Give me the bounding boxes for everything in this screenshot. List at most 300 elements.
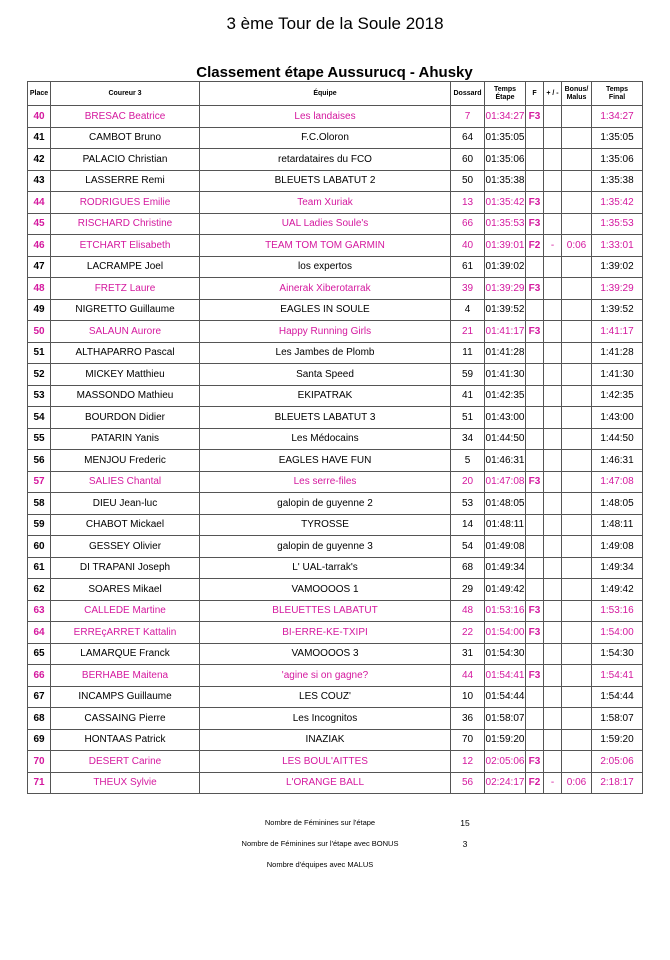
row-dossard: 14 xyxy=(451,514,485,536)
row-place: 45 xyxy=(28,213,51,235)
row-plus-minus xyxy=(544,149,562,171)
row-equipe: LES BOUL'AITTES xyxy=(200,751,451,773)
summary-table xyxy=(200,812,490,875)
row-temps-final: 1:33:01 xyxy=(592,235,643,257)
row-plus-minus xyxy=(544,708,562,730)
row-temps-final: 2:05:06 xyxy=(592,751,643,773)
row-plus-minus xyxy=(544,514,562,536)
row-place: 70 xyxy=(28,751,51,773)
row-dossard: 39 xyxy=(451,278,485,300)
table-row xyxy=(28,536,643,558)
row-plus-minus xyxy=(544,751,562,773)
row-coureur: DI TRAPANI Joseph xyxy=(51,557,200,579)
row-plus-minus xyxy=(544,471,562,493)
row-temps-final: 1:54:00 xyxy=(592,622,643,644)
row-equipe: Les Incognitos xyxy=(200,708,451,730)
row-temps-final: 1:53:16 xyxy=(592,600,643,622)
row-plus-minus xyxy=(544,557,562,579)
row-dossard: 34 xyxy=(451,428,485,450)
row-temps-final: 1:35:05 xyxy=(592,127,643,149)
results-table xyxy=(27,81,643,794)
row-equipe: VAMOOOOS 3 xyxy=(200,643,451,665)
row-temps-etape: 01:59:20 xyxy=(485,729,526,751)
row-place: 54 xyxy=(28,407,51,429)
row-temps-final: 1:49:08 xyxy=(592,536,643,558)
row-temps-etape: 01:49:08 xyxy=(485,536,526,558)
row-place: 60 xyxy=(28,536,51,558)
row-dossard: 51 xyxy=(451,407,485,429)
row-dossard: 68 xyxy=(451,557,485,579)
row-plus-minus xyxy=(544,407,562,429)
row-f xyxy=(526,708,544,730)
table-row xyxy=(28,364,643,386)
row-place: 68 xyxy=(28,708,51,730)
row-plus-minus xyxy=(544,665,562,687)
row-equipe: TYROSSE xyxy=(200,514,451,536)
row-temps-etape: 01:54:44 xyxy=(485,686,526,708)
header-bonus-malus: Bonus/ Malus xyxy=(562,82,592,106)
row-bonus-malus xyxy=(562,299,592,321)
row-equipe: Team Xuriak xyxy=(200,192,451,214)
row-bonus-malus xyxy=(562,278,592,300)
row-temps-etape: 01:34:27 xyxy=(485,106,526,128)
summary-value: 15 xyxy=(460,817,470,828)
row-equipe: Les Jambes de Plomb xyxy=(200,342,451,364)
row-bonus-malus: 0:06 xyxy=(562,235,592,257)
row-plus-minus: - xyxy=(544,235,562,257)
row-place: 43 xyxy=(28,170,51,192)
row-coureur: NIGRETTO Guillaume xyxy=(51,299,200,321)
row-plus-minus xyxy=(544,686,562,708)
summary-row xyxy=(200,812,490,833)
row-bonus-malus xyxy=(562,622,592,644)
row-coureur: LAMARQUE Franck xyxy=(51,643,200,665)
row-dossard: 20 xyxy=(451,471,485,493)
row-dossard: 60 xyxy=(451,149,485,171)
row-place: 48 xyxy=(28,278,51,300)
row-coureur: ETCHART Elisabeth xyxy=(51,235,200,257)
row-plus-minus xyxy=(544,321,562,343)
table-row xyxy=(28,235,643,257)
row-coureur: BERHABE Maitena xyxy=(51,665,200,687)
table-row xyxy=(28,278,643,300)
row-f xyxy=(526,342,544,364)
row-place: 67 xyxy=(28,686,51,708)
row-f: F3 xyxy=(526,192,544,214)
row-bonus-malus xyxy=(562,342,592,364)
summary-row xyxy=(200,833,490,854)
row-coureur: SALIES Chantal xyxy=(51,471,200,493)
row-coureur: RODRIGUES Emilie xyxy=(51,192,200,214)
row-plus-minus: - xyxy=(544,772,562,794)
row-temps-final: 1:35:53 xyxy=(592,213,643,235)
row-equipe: EAGLES HAVE FUN xyxy=(200,450,451,472)
row-temps-etape: 01:46:31 xyxy=(485,450,526,472)
row-equipe: Ainerak Xiberotarrak xyxy=(200,278,451,300)
row-place: 71 xyxy=(28,772,51,794)
row-dossard: 44 xyxy=(451,665,485,687)
row-place: 41 xyxy=(28,127,51,149)
row-equipe: L' UAL-tarrak's xyxy=(200,557,451,579)
row-temps-etape: 01:54:41 xyxy=(485,665,526,687)
row-equipe: galopin de guyenne 2 xyxy=(200,493,451,515)
row-bonus-malus xyxy=(562,149,592,171)
row-coureur: ERREçARRET Kattalin xyxy=(51,622,200,644)
row-f xyxy=(526,170,544,192)
row-bonus-malus xyxy=(562,708,592,730)
table-row xyxy=(28,493,643,515)
table-row xyxy=(28,514,643,536)
summary-label: Nombre d'équipes avec MALUS xyxy=(266,860,374,869)
row-plus-minus xyxy=(544,450,562,472)
row-f: F2 xyxy=(526,772,544,794)
row-temps-etape: 01:39:29 xyxy=(485,278,526,300)
row-f xyxy=(526,299,544,321)
table-row xyxy=(28,450,643,472)
row-dossard: 12 xyxy=(451,751,485,773)
row-plus-minus xyxy=(544,729,562,751)
row-place: 66 xyxy=(28,665,51,687)
row-plus-minus xyxy=(544,213,562,235)
row-plus-minus xyxy=(544,170,562,192)
table-row xyxy=(28,557,643,579)
table-row xyxy=(28,428,643,450)
row-f xyxy=(526,364,544,386)
row-place: 40 xyxy=(28,106,51,128)
table-row xyxy=(28,385,643,407)
row-f: F3 xyxy=(526,213,544,235)
table-row xyxy=(28,665,643,687)
row-temps-etape: 01:44:50 xyxy=(485,428,526,450)
row-coureur: INCAMPS Guillaume xyxy=(51,686,200,708)
header-dossard: Dossard xyxy=(451,82,485,106)
row-temps-final: 1:54:30 xyxy=(592,643,643,665)
row-temps-etape: 01:54:00 xyxy=(485,622,526,644)
row-plus-minus xyxy=(544,428,562,450)
row-place: 42 xyxy=(28,149,51,171)
row-coureur: PALACIO Christian xyxy=(51,149,200,171)
row-equipe: Les landaises xyxy=(200,106,451,128)
row-coureur: SALAUN Aurore xyxy=(51,321,200,343)
row-coureur: MASSONDO Mathieu xyxy=(51,385,200,407)
table-row xyxy=(28,149,643,171)
row-equipe: EKIPATRAK xyxy=(200,385,451,407)
row-place: 55 xyxy=(28,428,51,450)
header-temps-etape: Temps Étape xyxy=(485,82,526,106)
row-temps-final: 1:35:42 xyxy=(592,192,643,214)
row-plus-minus xyxy=(544,622,562,644)
row-temps-final: 1:35:38 xyxy=(592,170,643,192)
row-plus-minus xyxy=(544,127,562,149)
row-f xyxy=(526,127,544,149)
row-dossard: 48 xyxy=(451,600,485,622)
row-place: 47 xyxy=(28,256,51,278)
row-temps-final: 1:47:08 xyxy=(592,471,643,493)
row-temps-final: 1:41:17 xyxy=(592,321,643,343)
row-f xyxy=(526,643,544,665)
row-equipe: los expertos xyxy=(200,256,451,278)
row-place: 52 xyxy=(28,364,51,386)
table-row xyxy=(28,772,643,794)
row-f xyxy=(526,493,544,515)
row-bonus-malus xyxy=(562,364,592,386)
row-coureur: BOURDON Didier xyxy=(51,407,200,429)
table-row xyxy=(28,643,643,665)
summary-label: Nombre de Féminines sur l'étape xyxy=(264,818,376,827)
row-f xyxy=(526,256,544,278)
table-row xyxy=(28,729,643,751)
header-place: Place xyxy=(28,82,51,106)
row-dossard: 56 xyxy=(451,772,485,794)
summary-value xyxy=(440,854,490,875)
row-dossard: 50 xyxy=(451,170,485,192)
row-temps-etape: 01:35:53 xyxy=(485,213,526,235)
row-f xyxy=(526,579,544,601)
row-equipe: Les serre-files xyxy=(200,471,451,493)
row-temps-etape: 01:41:17 xyxy=(485,321,526,343)
row-f xyxy=(526,428,544,450)
row-dossard: 64 xyxy=(451,127,485,149)
row-temps-etape: 02:24:17 xyxy=(485,772,526,794)
row-coureur: BRESAC Beatrice xyxy=(51,106,200,128)
row-f: F2 xyxy=(526,235,544,257)
row-equipe: L'ORANGE BALL xyxy=(200,772,451,794)
row-place: 56 xyxy=(28,450,51,472)
row-temps-etape: 01:48:05 xyxy=(485,493,526,515)
row-temps-final: 2:18:17 xyxy=(592,772,643,794)
row-bonus-malus xyxy=(562,192,592,214)
row-temps-etape: 01:42:35 xyxy=(485,385,526,407)
row-f: F3 xyxy=(526,622,544,644)
row-bonus-malus xyxy=(562,127,592,149)
row-temps-final: 1:44:50 xyxy=(592,428,643,450)
row-bonus-malus xyxy=(562,665,592,687)
row-temps-final: 1:58:07 xyxy=(592,708,643,730)
header-coureur: Coureur 3 xyxy=(51,82,200,106)
row-bonus-malus xyxy=(562,428,592,450)
row-temps-final: 1:39:52 xyxy=(592,299,643,321)
row-dossard: 10 xyxy=(451,686,485,708)
header-equipe: Équipe xyxy=(200,82,451,106)
row-temps-etape: 01:53:16 xyxy=(485,600,526,622)
row-bonus-malus xyxy=(562,321,592,343)
row-dossard: 61 xyxy=(451,256,485,278)
row-bonus-malus xyxy=(562,213,592,235)
row-coureur: MICKEY Matthieu xyxy=(51,364,200,386)
row-equipe: BI-ERRE-KE-TXIPI xyxy=(200,622,451,644)
row-temps-final: 1:54:44 xyxy=(592,686,643,708)
row-f: F3 xyxy=(526,600,544,622)
row-f: F3 xyxy=(526,751,544,773)
row-f xyxy=(526,536,544,558)
table-row xyxy=(28,622,643,644)
row-coureur: DIEU Jean-luc xyxy=(51,493,200,515)
row-bonus-malus xyxy=(562,751,592,773)
table-row xyxy=(28,600,643,622)
row-dossard: 4 xyxy=(451,299,485,321)
row-plus-minus xyxy=(544,536,562,558)
table-row xyxy=(28,342,643,364)
row-temps-etape: 01:43:00 xyxy=(485,407,526,429)
row-f: F3 xyxy=(526,471,544,493)
row-coureur: CAMBOT Bruno xyxy=(51,127,200,149)
row-temps-final: 1:49:42 xyxy=(592,579,643,601)
row-bonus-malus xyxy=(562,493,592,515)
row-place: 58 xyxy=(28,493,51,515)
row-plus-minus xyxy=(544,385,562,407)
row-bonus-malus xyxy=(562,729,592,751)
row-plus-minus xyxy=(544,342,562,364)
row-temps-etape: 01:35:38 xyxy=(485,170,526,192)
row-temps-etape: 01:54:30 xyxy=(485,643,526,665)
row-coureur: LASSERRE Remi xyxy=(51,170,200,192)
row-plus-minus xyxy=(544,364,562,386)
row-f xyxy=(526,407,544,429)
row-equipe: Santa Speed xyxy=(200,364,451,386)
table-row xyxy=(28,751,643,773)
row-coureur: MENJOU Frederic xyxy=(51,450,200,472)
row-equipe: BLEUETS LABATUT 3 xyxy=(200,407,451,429)
row-dossard: 22 xyxy=(451,622,485,644)
row-bonus-malus xyxy=(562,407,592,429)
row-temps-etape: 01:58:07 xyxy=(485,708,526,730)
row-equipe: F.C.Oloron xyxy=(200,127,451,149)
row-f xyxy=(526,149,544,171)
row-dossard: 31 xyxy=(451,643,485,665)
row-equipe: EAGLES IN SOULE xyxy=(200,299,451,321)
row-place: 57 xyxy=(28,471,51,493)
row-f: F3 xyxy=(526,106,544,128)
table-row xyxy=(28,407,643,429)
row-plus-minus xyxy=(544,278,562,300)
row-f xyxy=(526,385,544,407)
table-row xyxy=(28,579,643,601)
row-temps-etape: 01:41:28 xyxy=(485,342,526,364)
row-temps-etape: 01:49:42 xyxy=(485,579,526,601)
row-bonus-malus xyxy=(562,256,592,278)
row-place: 59 xyxy=(28,514,51,536)
summary-label: Nombre de Féminines sur l'étape avec BONUS xyxy=(241,839,399,848)
row-temps-etape: 01:47:08 xyxy=(485,471,526,493)
table-row xyxy=(28,321,643,343)
table-row xyxy=(28,192,643,214)
table-row xyxy=(28,299,643,321)
row-dossard: 29 xyxy=(451,579,485,601)
row-dossard: 36 xyxy=(451,708,485,730)
row-temps-etape: 01:39:52 xyxy=(485,299,526,321)
stage-title: Classement étape Aussurucq - Ahusky xyxy=(196,64,473,81)
row-place: 63 xyxy=(28,600,51,622)
row-dossard: 70 xyxy=(451,729,485,751)
row-place: 49 xyxy=(28,299,51,321)
header-plus-minus: + / - xyxy=(544,82,562,106)
row-temps-final: 1:42:35 xyxy=(592,385,643,407)
row-f xyxy=(526,557,544,579)
row-equipe: TEAM TOM TOM GARMIN xyxy=(200,235,451,257)
page-title: 3 ème Tour de la Soule 2018 xyxy=(226,14,444,33)
row-dossard: 66 xyxy=(451,213,485,235)
row-f xyxy=(526,514,544,536)
row-equipe: 'agine si on gagne? xyxy=(200,665,451,687)
row-place: 62 xyxy=(28,579,51,601)
row-temps-etape: 01:41:30 xyxy=(485,364,526,386)
row-bonus-malus xyxy=(562,471,592,493)
row-coureur: FRETZ Laure xyxy=(51,278,200,300)
row-coureur: SOARES Mikael xyxy=(51,579,200,601)
row-f: F3 xyxy=(526,665,544,687)
row-equipe: retardataires du FCO xyxy=(200,149,451,171)
row-place: 69 xyxy=(28,729,51,751)
row-temps-final: 1:41:30 xyxy=(592,364,643,386)
row-equipe: VAMOOOOS 1 xyxy=(200,579,451,601)
row-plus-minus xyxy=(544,192,562,214)
row-temps-etape: 01:48:11 xyxy=(485,514,526,536)
row-dossard: 54 xyxy=(451,536,485,558)
table-row xyxy=(28,213,643,235)
row-temps-final: 1:41:28 xyxy=(592,342,643,364)
row-equipe: Happy Running Girls xyxy=(200,321,451,343)
row-dossard: 7 xyxy=(451,106,485,128)
row-dossard: 53 xyxy=(451,493,485,515)
row-dossard: 11 xyxy=(451,342,485,364)
row-plus-minus xyxy=(544,106,562,128)
row-place: 61 xyxy=(28,557,51,579)
row-dossard: 21 xyxy=(451,321,485,343)
row-place: 53 xyxy=(28,385,51,407)
row-f: F3 xyxy=(526,278,544,300)
row-bonus-malus xyxy=(562,686,592,708)
row-coureur: GESSEY Olivier xyxy=(51,536,200,558)
row-plus-minus xyxy=(544,643,562,665)
row-bonus-malus xyxy=(562,450,592,472)
table-row xyxy=(28,708,643,730)
row-bonus-malus xyxy=(562,385,592,407)
row-temps-etape: 01:35:06 xyxy=(485,149,526,171)
row-equipe: INAZIAK xyxy=(200,729,451,751)
row-coureur: CASSAING Pierre xyxy=(51,708,200,730)
row-place: 44 xyxy=(28,192,51,214)
table-row xyxy=(28,127,643,149)
row-bonus-malus xyxy=(562,106,592,128)
row-place: 65 xyxy=(28,643,51,665)
row-coureur: LACRAMPE Joel xyxy=(51,256,200,278)
row-temps-etape: 01:39:01 xyxy=(485,235,526,257)
row-equipe: UAL Ladies Soule's xyxy=(200,213,451,235)
table-row xyxy=(28,256,643,278)
row-dossard: 41 xyxy=(451,385,485,407)
row-equipe: galopin de guyenne 3 xyxy=(200,536,451,558)
row-temps-final: 1:48:05 xyxy=(592,493,643,515)
row-coureur: PATARIN Yanis xyxy=(51,428,200,450)
row-bonus-malus xyxy=(562,557,592,579)
row-f xyxy=(526,686,544,708)
row-bonus-malus xyxy=(562,536,592,558)
row-temps-final: 1:34:27 xyxy=(592,106,643,128)
row-f xyxy=(526,729,544,751)
row-temps-final: 1:48:11 xyxy=(592,514,643,536)
row-f xyxy=(526,450,544,472)
row-temps-final: 1:35:06 xyxy=(592,149,643,171)
header-f: F xyxy=(526,82,544,106)
row-temps-etape: 01:35:42 xyxy=(485,192,526,214)
row-bonus-malus xyxy=(562,514,592,536)
row-dossard: 59 xyxy=(451,364,485,386)
row-plus-minus xyxy=(544,579,562,601)
table-header-row xyxy=(28,82,643,106)
row-temps-etape: 02:05:06 xyxy=(485,751,526,773)
row-place: 50 xyxy=(28,321,51,343)
row-dossard: 13 xyxy=(451,192,485,214)
